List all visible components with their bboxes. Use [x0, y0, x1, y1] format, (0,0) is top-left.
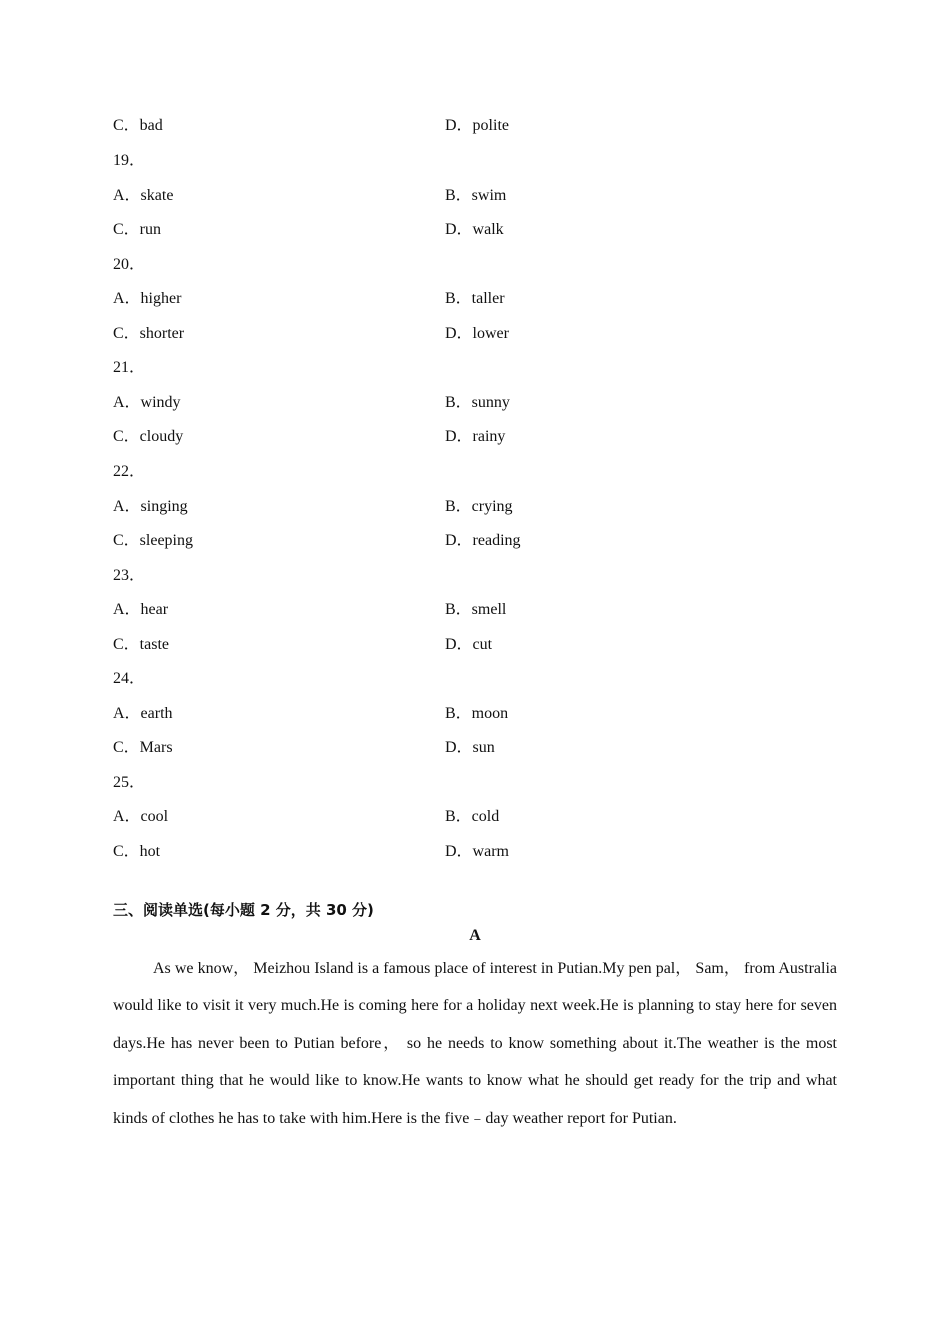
question-number-24: 24．: [113, 670, 146, 687]
option-b-22: B．crying: [445, 498, 513, 515]
option-b-25: B．cold: [445, 808, 500, 825]
option-c-20: C．shorter: [113, 325, 185, 342]
option-a-23: A．hear: [113, 601, 169, 618]
passage-title: A: [469, 927, 481, 944]
option-a-20: A．higher: [113, 290, 182, 307]
question-number-23: 23．: [113, 567, 146, 584]
option-c-23: C．taste: [113, 636, 169, 653]
option-d-21: D．rainy: [445, 428, 506, 445]
option-c-24: C．Mars: [113, 739, 173, 756]
option-d-25: D．warm: [445, 843, 509, 860]
option-c-21: C．cloudy: [113, 428, 184, 445]
passage-text: As we know， Meizhou Island is a famous place of interest in Putian.My pen pal， Sam， from Australia would like to visit it very much.He is coming here for a holiday next week.He is planning to stay here for seven days.He has never been to Putian before， so he needs to know something about it.The weather is the most important thing that he would like to know.He wants to know what he should get ready for the trip and what kinds of clothes he has to take with him.Here is the five﹣day weather report for Putian.: [113, 960, 837, 1127]
option-b-24: B．moon: [445, 705, 509, 722]
option-a-22: A．singing: [113, 498, 188, 515]
option-c-25: C．hot: [113, 843, 161, 860]
option-c-19: C．run: [113, 221, 162, 238]
option-b-20: B．taller: [445, 290, 505, 307]
option-b-23: B．smell: [445, 601, 507, 618]
option-b-21: B．sunny: [445, 394, 510, 411]
section-heading: 三、阅读单选(每小题 2 分，共 30 分): [113, 901, 374, 919]
option-a-24: A．earth: [113, 705, 173, 722]
question-number-25: 25．: [113, 774, 146, 791]
option-d-18: D．polite: [445, 117, 509, 134]
option-a-19: A．skate: [113, 187, 174, 204]
question-number-19: 19．: [113, 152, 146, 169]
option-b-19: B．swim: [445, 187, 507, 204]
option-d-22: D．reading: [445, 532, 521, 549]
option-d-20: D．lower: [445, 325, 509, 342]
option-d-19: D．walk: [445, 221, 504, 238]
option-d-23: D．cut: [445, 636, 493, 653]
option-c-22: C．sleeping: [113, 532, 193, 549]
option-a-25: A．cool: [113, 808, 169, 825]
option-d-24: D．sun: [445, 739, 495, 756]
option-a-21: A．windy: [113, 394, 181, 411]
question-number-22: 22．: [113, 463, 146, 480]
question-number-20: 20．: [113, 256, 146, 273]
question-number-21: 21．: [113, 359, 146, 376]
option-c-18: C．bad: [113, 117, 163, 134]
